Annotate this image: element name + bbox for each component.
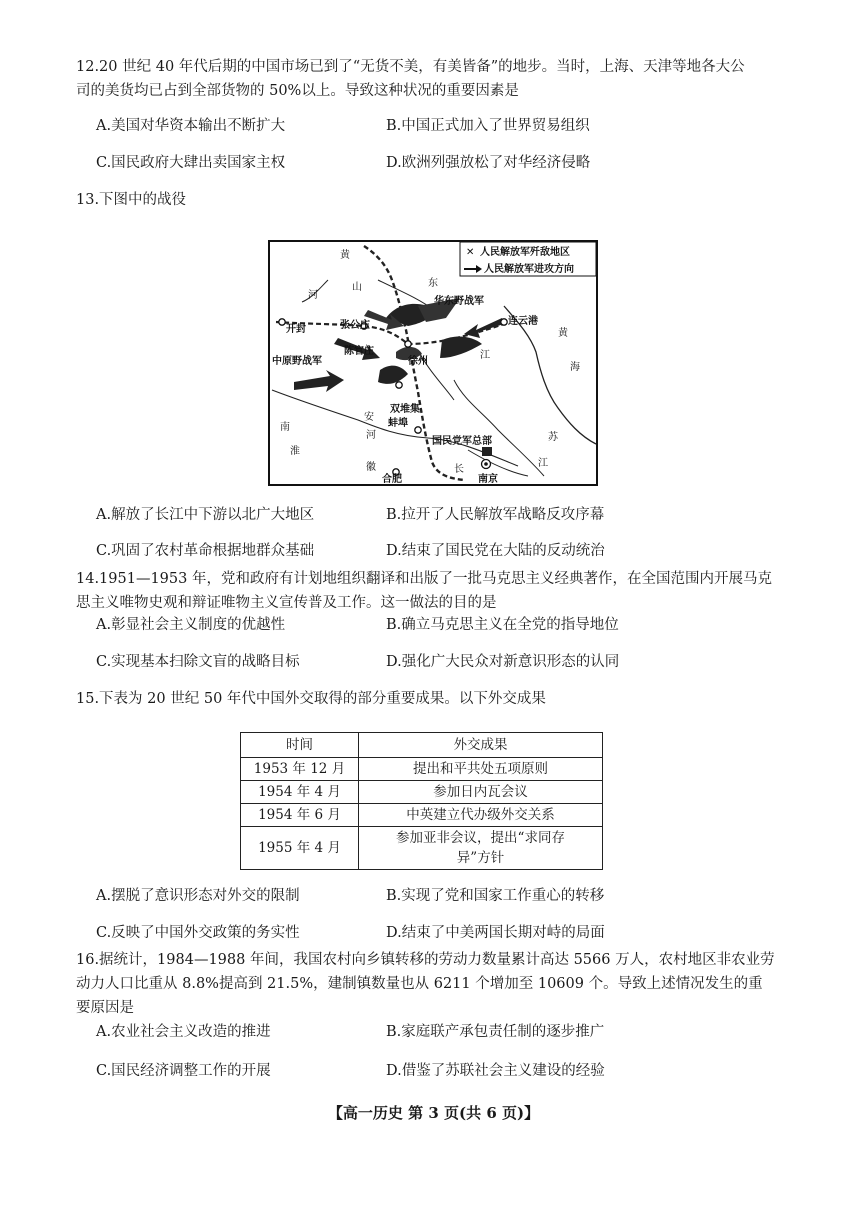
label-bengbu: 蚌埠 <box>388 418 408 429</box>
city-marker <box>396 382 402 388</box>
label-chang: 长 <box>454 464 464 475</box>
page-footer: 【高一历史 第 3 页(共 6 页)】 <box>327 1104 540 1122</box>
diplomacy-table <box>240 732 603 870</box>
question-14-option-d: D.强化广大民众对新意识形态的认同 <box>386 654 620 670</box>
question-14-line-2: 思主义唯物史观和辩证唯物主义宣传普及工作。这一做法的目的是 <box>76 595 497 611</box>
city-marker <box>405 341 411 347</box>
question-13-stem: 13.下图中的战役 <box>76 192 187 208</box>
question-15-stem: 15.下表为 20 世纪 50 年代中国外交取得的部分重要成果。以下外交成果 <box>76 691 546 707</box>
label-chenguanzhuang: 陈官庄 <box>344 346 374 357</box>
kmt-hq-marker <box>482 447 492 456</box>
label-hefei: 合肥 <box>382 474 402 485</box>
city-marker-capital-dot <box>484 462 488 466</box>
label-huadong-army: 华东野战军 <box>434 296 484 307</box>
table-header-time: 时间 <box>241 733 359 758</box>
table-cell-time: 1954 年 6 月 <box>241 804 359 827</box>
label-nan: 南 <box>280 422 290 433</box>
table-row <box>241 804 603 827</box>
question-12-line-2: 司的美货均已占到全部货物的 50%以上。导致这种状况的重要因素是 <box>76 83 519 99</box>
question-15-option-a: A.摆脱了意识形态对外交的限制 <box>96 888 300 904</box>
label-kmt-hq: 国民党军总部 <box>432 436 492 447</box>
legend-attack-label: 人民解放军进攻方向 <box>484 264 574 275</box>
question-14-line-1: 14.1951—1953 年，党和政府有计划地组织翻译和出版了一批马克思主义经典著作，在全国范围内开展马克 <box>76 571 772 587</box>
question-15-option-c: C.反映了中国外交政策的务实性 <box>96 925 300 941</box>
label-he-2: 河 <box>366 430 376 441</box>
label-an: 安 <box>364 412 374 423</box>
label-zhongyuan-army: 中原野战军 <box>272 356 322 367</box>
table-header-row <box>241 733 603 758</box>
label-hui: 徽 <box>366 462 376 473</box>
label-jiang: 江 <box>480 350 490 361</box>
label-su: 苏 <box>548 432 558 443</box>
city-marker <box>501 319 507 325</box>
question-12-option-c: C.国民政府大肆出卖国家主权 <box>96 155 286 171</box>
question-12-option-d: D.欧洲列强放松了对华经济侵略 <box>386 155 591 171</box>
label-shan: 山 <box>352 282 362 293</box>
question-15-option-b: B.实现了党和国家工作重心的转移 <box>386 888 605 904</box>
table-cell-achievement: 中英建立代办级外交关系 <box>359 804 603 827</box>
table-cell-time: 1953 年 12 月 <box>241 758 359 781</box>
question-15-option-d: D.结束了中美两国长期对峙的局面 <box>386 925 605 941</box>
label-jiang-2: 江 <box>538 458 548 469</box>
question-14-option-a: A.彰显社会主义制度的优越性 <box>96 617 286 633</box>
legend-encircle-label: 人民解放军歼敌地区 <box>480 247 570 258</box>
question-16-line-3: 要原因是 <box>76 1000 134 1016</box>
question-16-line-2: 动力人口比重从 8.8%提高到 21.5%，建制镇数量也从 6211 个增加至 10609 个。导致上述情况发生的重 <box>76 976 763 992</box>
question-12-line-1: 12.20 世纪 40 年代后期的中国市场已到了“无货不美，有美皆备”的地步。当时，上海、天津等地各大公 <box>76 59 745 75</box>
label-he: 河 <box>308 290 318 301</box>
question-12-stem <box>76 55 796 103</box>
city-marker <box>415 427 421 433</box>
table-row <box>241 781 603 804</box>
label-xuzhou: 徐州 <box>408 356 428 367</box>
question-16-option-d: D.借鉴了苏联社会主义建设的经验 <box>386 1063 605 1079</box>
question-16-stem <box>76 948 796 1020</box>
label-hai: 海 <box>570 362 580 373</box>
table-cell-time: 1955 年 4 月 <box>241 827 359 870</box>
question-14-stem <box>76 567 796 615</box>
question-16-line-1: 16.据统计，1984—1988 年间，我国农村向乡镇转移的劳动力数量累计高达 5566 万人，农村地区非农业劳 <box>76 952 775 968</box>
question-12-option-a: A.美国对华资本输出不断扩大 <box>96 118 286 134</box>
question-14-option-b: B.确立马克思主义在全党的指导地位 <box>386 617 619 633</box>
label-zhanggongzhuang: 张公庄 <box>340 320 370 331</box>
table-cell-achievement: 参加日内瓦会议 <box>359 781 603 804</box>
question-13-option-a: A.解放了长江中下游以北广大地区 <box>96 507 315 523</box>
question-16-option-a: A.农业社会主义改造的推进 <box>96 1024 271 1040</box>
question-16-option-c: C.国民经济调整工作的开展 <box>96 1063 271 1079</box>
table-cell-achievement: 参加亚非会议，提出“求同存异”方针 <box>359 827 603 870</box>
city-marker <box>279 319 285 325</box>
label-huang-sea-1: 黄 <box>558 328 568 339</box>
label-lianyungang: 连云港 <box>508 316 538 327</box>
label-shuangduiji: 双堆集 <box>390 404 420 415</box>
table-cell-achievement: 提出和平共处五项原则 <box>359 758 603 781</box>
table-row <box>241 827 603 870</box>
label-dong: 东 <box>428 278 438 289</box>
question-13-option-c: C.巩固了农村革命根据地群众基础 <box>96 543 315 559</box>
table-cell-time: 1954 年 4 月 <box>241 781 359 804</box>
legend-encircle-icon: ✕ <box>466 247 475 258</box>
label-kaifeng: 开封 <box>286 324 306 335</box>
huaihai-battle-map <box>268 240 598 486</box>
question-16-option-b: B.家庭联产承包责任制的逐步推广 <box>386 1024 605 1040</box>
label-huang: 黄 <box>340 250 350 261</box>
table-row <box>241 758 603 781</box>
table-header-achievement: 外交成果 <box>359 733 603 758</box>
question-13-option-d: D.结束了国民党在大陆的反动统治 <box>386 543 605 559</box>
question-13-option-b: B.拉开了人民解放军战略反攻序幕 <box>386 507 605 523</box>
question-12-option-b: B.中国正式加入了世界贸易组织 <box>386 118 590 134</box>
label-huai: 淮 <box>290 446 300 457</box>
label-nanjing: 南京 <box>478 474 498 485</box>
question-14-option-c: C.实现基本扫除文盲的战略目标 <box>96 654 300 670</box>
